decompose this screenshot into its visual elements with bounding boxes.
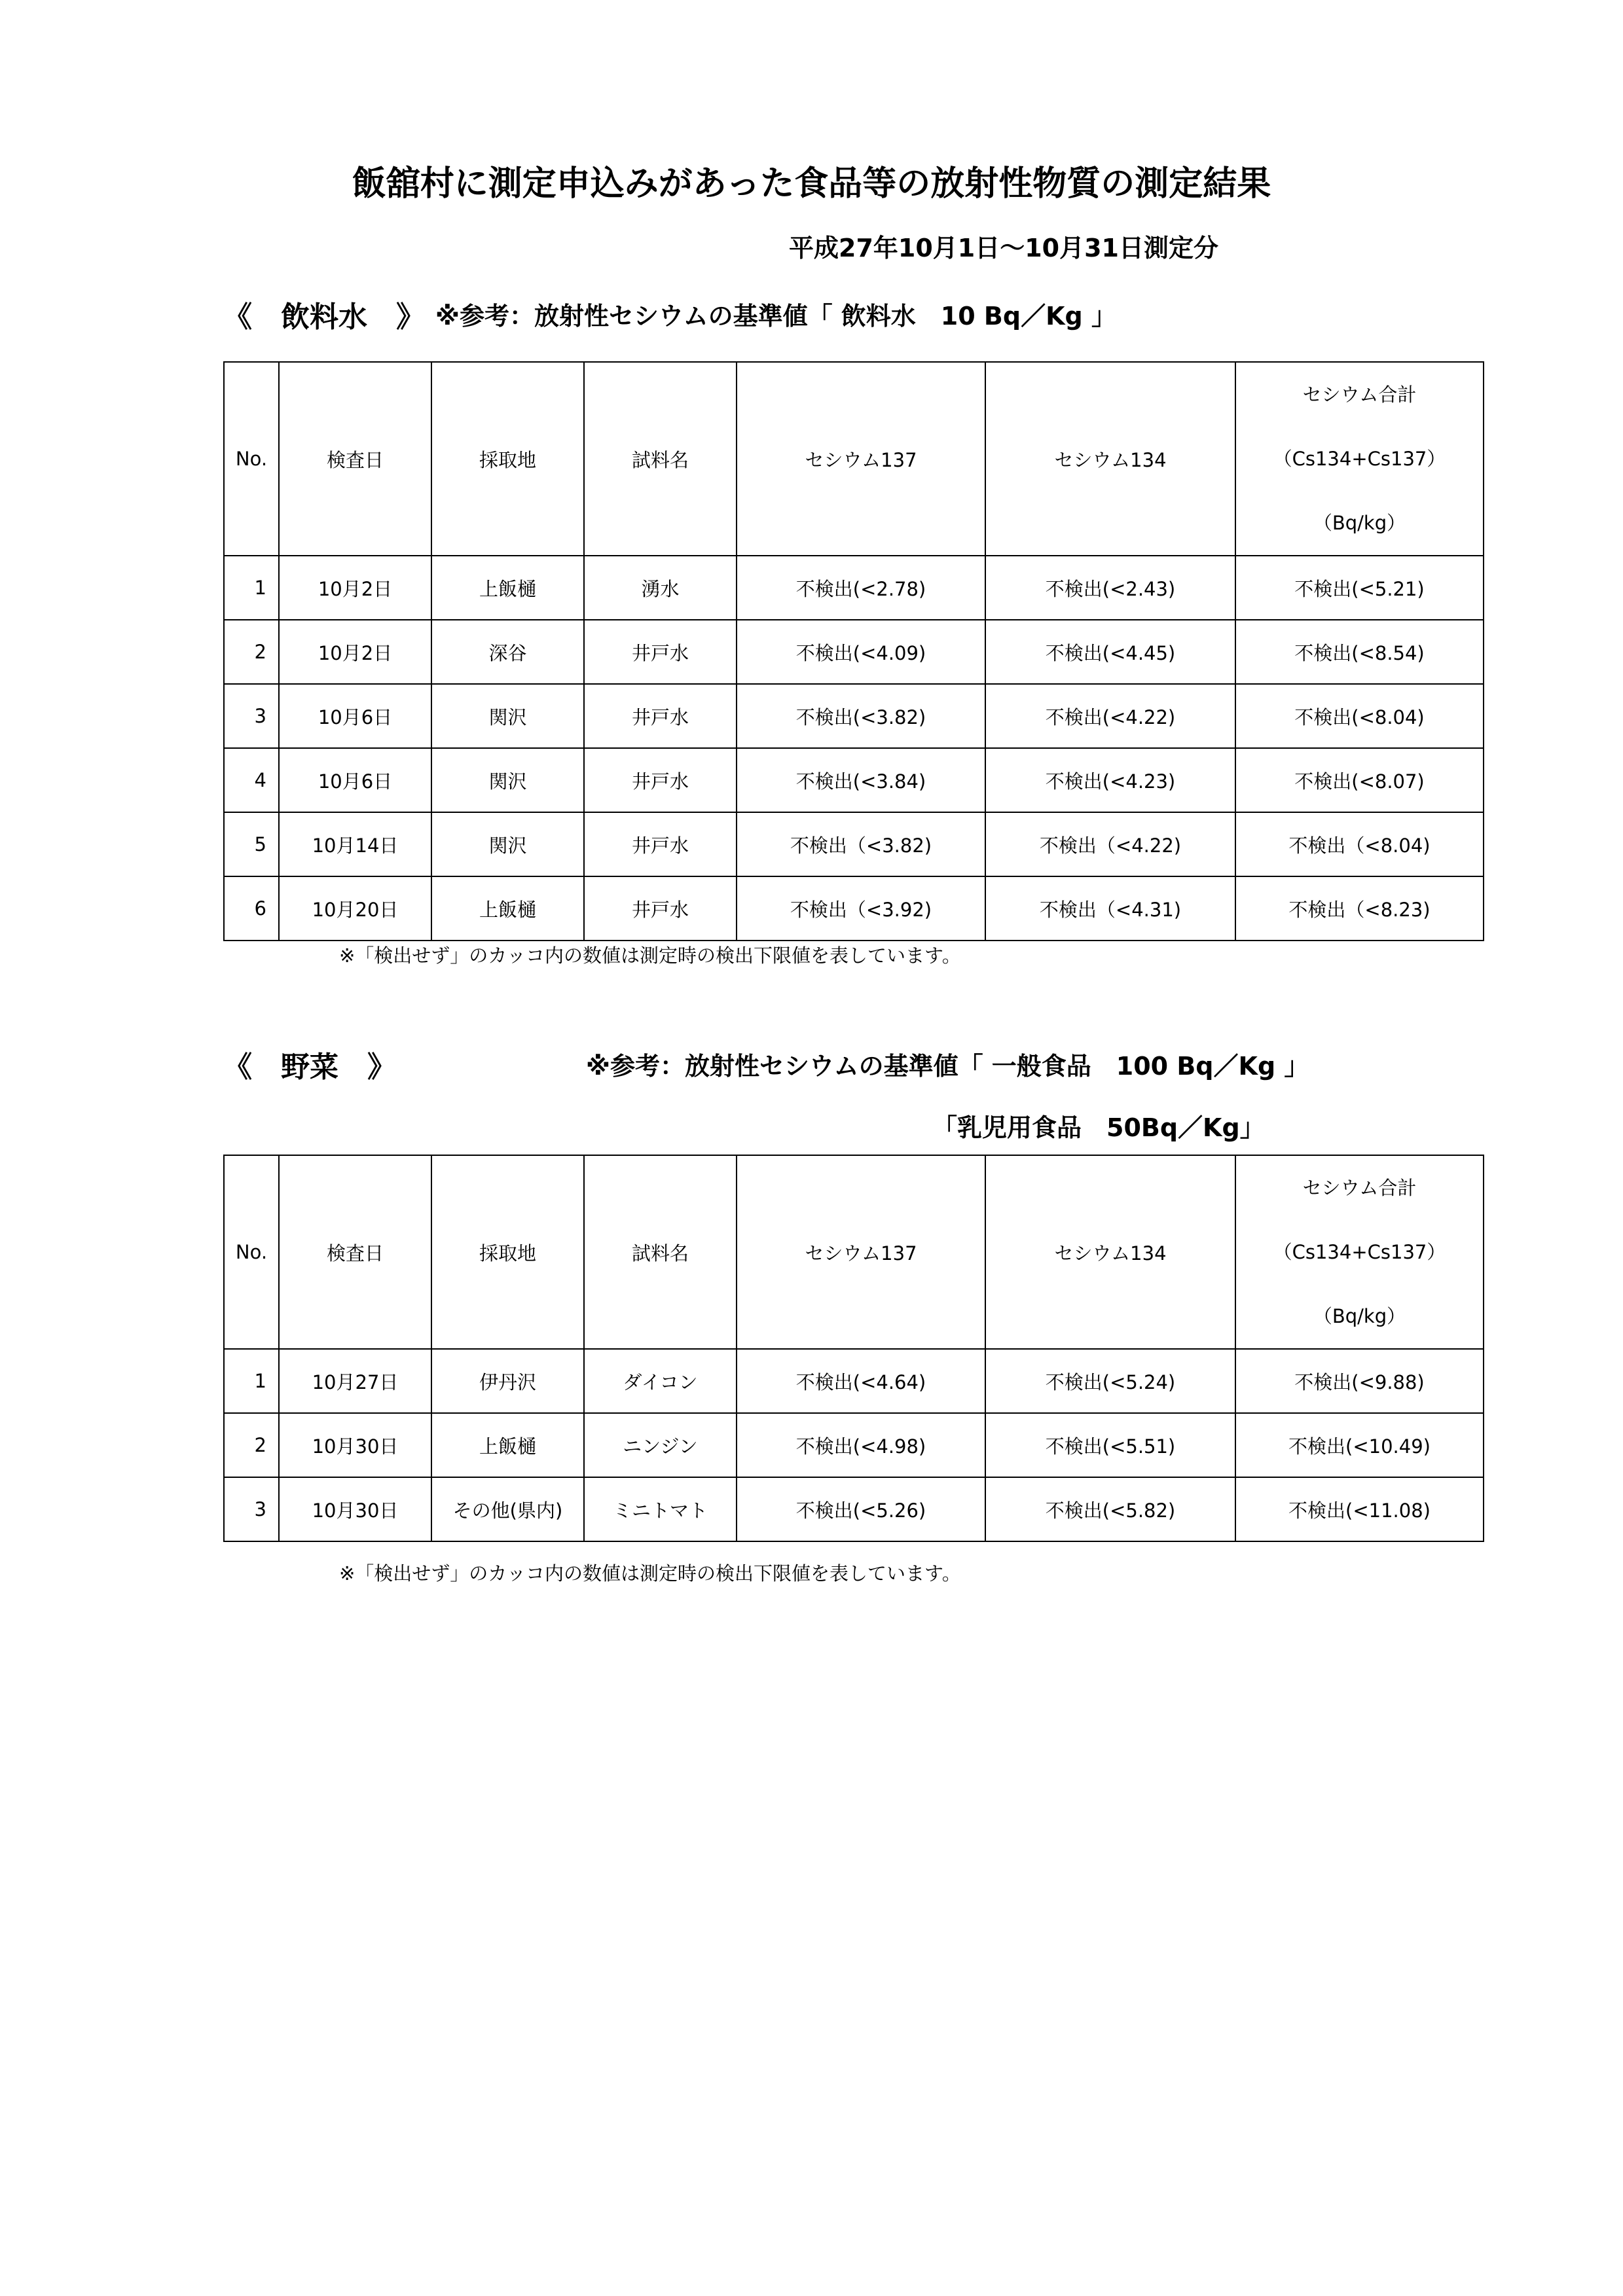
cell-cs134: 不検出(<4.45) — [985, 620, 1235, 684]
cell-date: 10月27日 — [279, 1349, 431, 1413]
cell-date: 10月6日 — [279, 684, 431, 748]
col-header-sum-line2: （Cs134+Cs137） — [1273, 448, 1446, 470]
table-header-row — [224, 362, 1484, 556]
cell-cs137: 不検出(<2.78) — [737, 556, 985, 620]
cell-cs137: 不検出(<4.09) — [737, 620, 985, 684]
col-header-sum-line3: （Bq/kg） — [1313, 1305, 1406, 1327]
measurement-period: 平成27年10月1日～10月31日測定分 — [789, 234, 1218, 262]
cell-no: 6 — [224, 876, 279, 941]
footnote-water: ※「検出せず」のカッコ内の数値は測定時の検出下限値を表しています。 — [339, 944, 961, 967]
cell-sum: 不検出(<10.49) — [1235, 1413, 1484, 1477]
cell-no: 2 — [224, 1413, 279, 1477]
reference-standard-water: ※参考：放射性セシウムの基準値「 飲料水 10 Bq／Kg 」 — [435, 302, 1116, 331]
cell-sum: 不検出(<9.88) — [1235, 1349, 1484, 1413]
cell-place: 関沢 — [431, 812, 584, 876]
cell-date: 10月30日 — [279, 1477, 431, 1541]
col-header-place: 採取地 — [431, 1155, 584, 1349]
table-row — [224, 1349, 1484, 1413]
col-header-no: No. — [224, 362, 279, 556]
cell-sample: 井戸水 — [584, 620, 737, 684]
table-row — [224, 620, 1484, 684]
col-header-sum-line1: セシウム合計 — [1302, 1177, 1417, 1199]
cell-sum: 不検出(<11.08) — [1235, 1477, 1484, 1541]
cell-cs134: 不検出(<4.22) — [985, 684, 1235, 748]
cell-cs134: 不検出(<5.51) — [985, 1413, 1235, 1477]
cell-date: 10月14日 — [279, 812, 431, 876]
table-header-row — [224, 1155, 1484, 1349]
section-heading-vegetables: 《 野菜 》 — [223, 1050, 396, 1084]
cell-no: 1 — [224, 556, 279, 620]
cell-sum: 不検出(<8.04) — [1235, 684, 1484, 748]
cell-no: 1 — [224, 1349, 279, 1413]
cell-sample: ニンジン — [584, 1413, 737, 1477]
col-header-no: No. — [224, 1155, 279, 1349]
cell-no: 3 — [224, 1477, 279, 1541]
col-header-date: 検査日 — [279, 1155, 431, 1349]
cell-date: 10月30日 — [279, 1413, 431, 1477]
cell-place: 上飯樋 — [431, 1413, 584, 1477]
cell-cs134: 不検出（<4.31) — [985, 876, 1235, 941]
cell-sample: ダイコン — [584, 1349, 737, 1413]
cell-cs134: 不検出(<4.23) — [985, 748, 1235, 812]
cell-place: 伊丹沢 — [431, 1349, 584, 1413]
cell-no: 5 — [224, 812, 279, 876]
table-row — [224, 556, 1484, 620]
section-heading-water: 《 飲料水 》 — [223, 300, 425, 334]
table-row — [224, 812, 1484, 876]
cell-place: 関沢 — [431, 748, 584, 812]
vegetable-results-table — [223, 1155, 1484, 1542]
cell-cs137: 不検出(<3.82) — [737, 684, 985, 748]
cell-cs137: 不検出(<3.84) — [737, 748, 985, 812]
col-header-sample: 試料名 — [584, 362, 737, 556]
col-header-sum-line2: （Cs134+Cs137） — [1273, 1241, 1446, 1263]
col-header-sum — [1235, 362, 1484, 556]
cell-sample: 井戸水 — [584, 876, 737, 941]
col-header-date: 検査日 — [279, 362, 431, 556]
cell-cs137: 不検出(<4.98) — [737, 1413, 985, 1477]
col-header-sample: 試料名 — [584, 1155, 737, 1349]
col-header-place: 採取地 — [431, 362, 584, 556]
cell-sum: 不検出（<8.04) — [1235, 812, 1484, 876]
cell-no: 3 — [224, 684, 279, 748]
cell-date: 10月2日 — [279, 620, 431, 684]
table-row — [224, 1477, 1484, 1541]
cell-date: 10月2日 — [279, 556, 431, 620]
cell-place: その他(県内) — [431, 1477, 584, 1541]
col-header-sum — [1235, 1155, 1484, 1349]
col-header-cs134: セシウム134 — [985, 362, 1235, 556]
cell-place: 関沢 — [431, 684, 584, 748]
col-header-cs137: セシウム137 — [737, 362, 985, 556]
water-results-table — [223, 361, 1484, 941]
col-header-cs134: セシウム134 — [985, 1155, 1235, 1349]
reference-standard-general: ※参考：放射性セシウムの基準値「 一般食品 100 Bq／Kg 」 — [586, 1052, 1309, 1081]
cell-sum: 不検出(<8.54) — [1235, 620, 1484, 684]
cell-no: 4 — [224, 748, 279, 812]
page-title: 飯舘村に測定申込みがあった食品等の放射性物質の測定結果 — [352, 164, 1271, 204]
cell-sum: 不検出(<5.21) — [1235, 556, 1484, 620]
cell-cs137: 不検出(<5.26) — [737, 1477, 985, 1541]
cell-place: 上飯樋 — [431, 556, 584, 620]
cell-sample: 井戸水 — [584, 812, 737, 876]
cell-sum: 不検出(<8.07) — [1235, 748, 1484, 812]
cell-sample: ミニトマト — [584, 1477, 737, 1541]
cell-cs134: 不検出（<4.22) — [985, 812, 1235, 876]
cell-cs137: 不検出(<4.64) — [737, 1349, 985, 1413]
cell-cs137: 不検出（<3.82) — [737, 812, 985, 876]
cell-sum: 不検出（<8.23) — [1235, 876, 1484, 941]
table-row — [224, 684, 1484, 748]
cell-sample: 井戸水 — [584, 748, 737, 812]
cell-sample: 井戸水 — [584, 684, 737, 748]
table-row — [224, 876, 1484, 941]
cell-date: 10月20日 — [279, 876, 431, 941]
cell-place: 上飯樋 — [431, 876, 584, 941]
table-row — [224, 748, 1484, 812]
table-row — [224, 1413, 1484, 1477]
cell-place: 深谷 — [431, 620, 584, 684]
col-header-sum-line1: セシウム合計 — [1302, 384, 1417, 406]
cell-sample: 湧水 — [584, 556, 737, 620]
reference-standard-infant: 「乳児用食品 50Bq／Kg」 — [932, 1113, 1265, 1142]
cell-cs134: 不検出(<5.24) — [985, 1349, 1235, 1413]
col-header-cs137: セシウム137 — [737, 1155, 985, 1349]
cell-date: 10月6日 — [279, 748, 431, 812]
cell-cs137: 不検出（<3.92) — [737, 876, 985, 941]
col-header-sum-line3: （Bq/kg） — [1313, 512, 1406, 534]
cell-cs134: 不検出(<2.43) — [985, 556, 1235, 620]
cell-no: 2 — [224, 620, 279, 684]
cell-cs134: 不検出(<5.82) — [985, 1477, 1235, 1541]
footnote-vegetables: ※「検出せず」のカッコ内の数値は測定時の検出下限値を表しています。 — [339, 1562, 961, 1585]
